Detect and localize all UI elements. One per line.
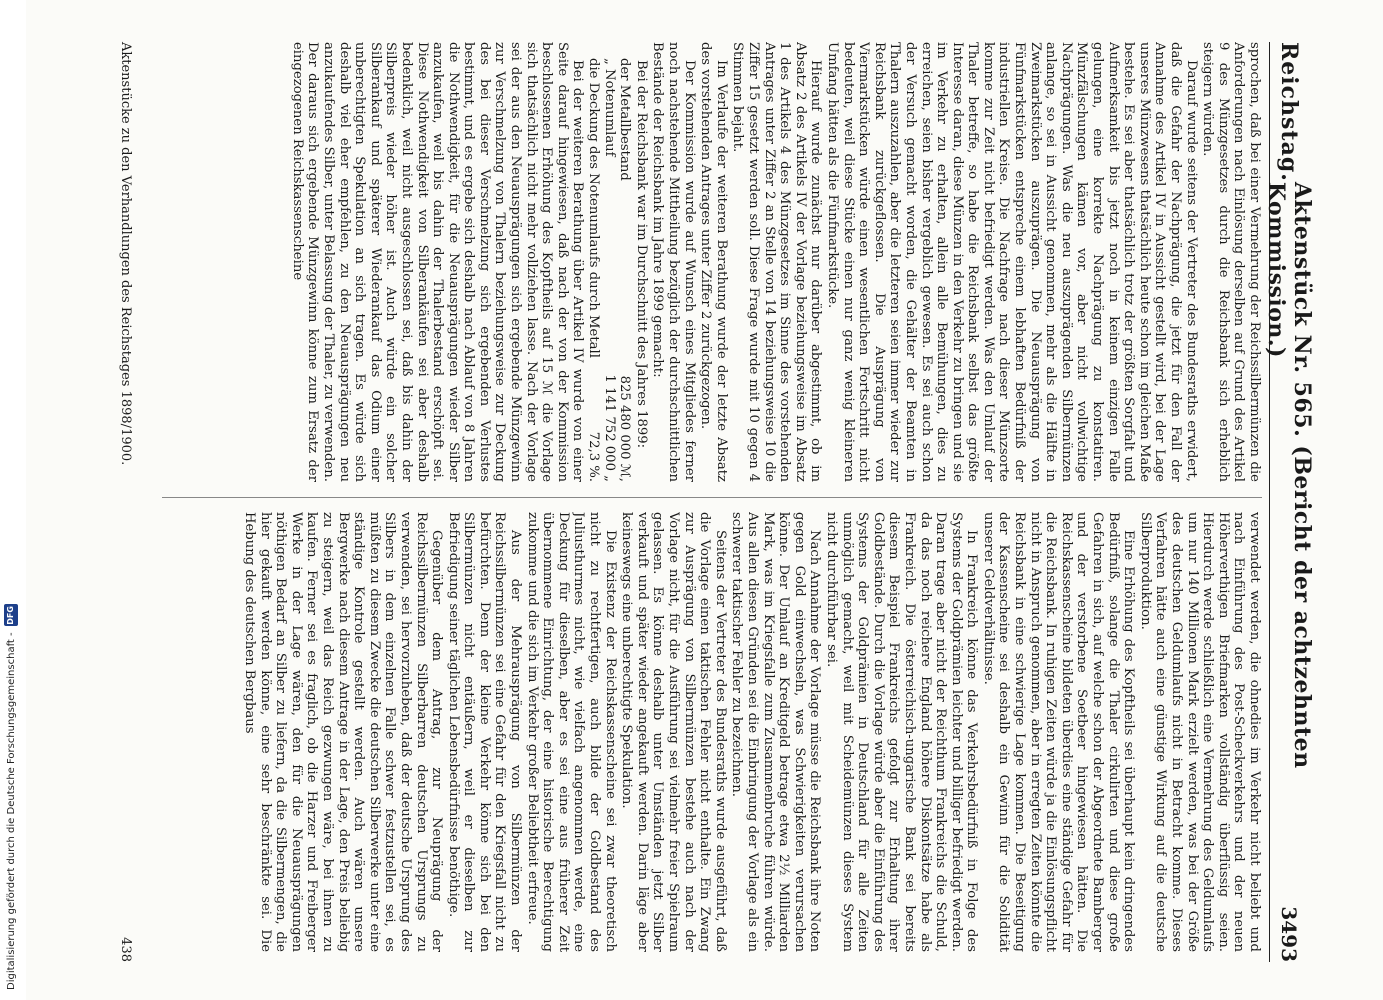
right-paragraph: Die Existenz der Reichskassenscheine sei zwar theoretisch nicht zu rechtfertigen, auch bilde der Goldbestand des Juliusthurmes nicht, wie vielfach angenommen werde, eine Deckung für dieselben, aber es sei eine aus früherer Zeit übernommene Einrichtung, der eine historische Berechtigung zukomme und die sich im Verkehr großer Beliebtheit erfreue.	[524, 512, 618, 952]
left-paragraph: Bei der Reichsbank war im Durchschnitt des Jahres 1899:	[633, 60, 649, 449]
right-column	[152, 512, 1262, 952]
left-column	[152, 42, 1262, 482]
left-paragraph: Darauf wurde seitens der Vertreter des Bundesraths erwidert, daß die Gefahr der Nachprägung, die jetzt für den Fall der Annahme des Artikel IV in Aussicht gestellt wird, bei der Lage unseres Münzwesens thatsächlich heute schon im gleichen Maße bestehe. Es sei aber thatsächlich trotz der größten Sorgfalt und Aufmerksamkeit bis jetzt noch in keinem einzigen Falle gelungen, eine korrekte Nachprägung zu konstatiren. Münzfälschungen kämen vor, aber nicht vollwichtige Nachprägungen. Was die neu auszuprägenden Silbermünzen anlange, so sei in Aussicht genommen, mehr als die Hälfte in Zweimarkstücken auszuprägen. Die Neuausprägung von Fünfmarkstücken entspreche einem lebhaften Bedürfniß der industriellen Kreise. Die Nachfrage nach dieser Münzsorte komme zur Zeit nicht befriedigt werden. Was den Umlauf der Thaler betreffe, so habe die Reichsbank selbst das größte Interesse daran, diese Münzen in den Verkehr zu bringen und sie im Verkehr zu erhalten, allein alle Bemühungen, dies zu erreichen, seien bisher vergeblich gewesen. Es sei auch schon der Versuch gemacht worden, die Gehälter der Beamten in Thalern auszuzahlen, aber die letzteren seien immer wieder zur Reichsbank zurückgeflossen. Die Ausprägung von Viermarkstücken würde einen wesentlichen Fortschritt nicht bedeuten, weil diese Stücke einen nur ganz wenig kleineren Umfang hätten als die Fünfmarkstücke.	[824, 42, 1199, 482]
right-paragraph: verwendet werden, die ohnedies im Verkehr nicht beliebt und nach Einführung des Post-Scheckverkehrs und der neuen Höherverthigen Briefmarken vollständig überflüssig seien. Hierdurch werde schließlich eine Vermehrung des Geldumlaufs um nur 140 Millionen Mark erzielt werden, was bei der Größe des deutschen Geldumlaufs nicht in Betracht komme. Dieses Verfahren hätte auch eine günstige Wirkung auf die deutsche Silberproduktion.	[1137, 512, 1262, 952]
left-paragraph: Im Verlaufe der weiteren Berathung wurde der letzte Absatz des vorstehenden Antrages unter Ziffer 2 zurückgezogen.	[698, 42, 729, 482]
footer-source: Aktenstücke zu den Verhandlungen des Reichstages 1898/1900.	[118, 42, 134, 466]
figure-row	[585, 42, 601, 482]
sidebar-credit-text: Digitalisierung gefördert durch die Deutsche Forschungsgemeinschaft -	[5, 632, 17, 990]
page-number-bottom: 438	[118, 937, 134, 962]
printed-sheet	[78, 42, 1315, 962]
page-footer	[114, 42, 138, 962]
right-paragraph: In Frankreich könne das Verkehrsbedürfniß in Folge des Systems der Goldprämien leichter und billiger befriedigt werden. Daran trage aber nicht der Reichthum Frankreichs die Schuld, da das noch reichere England höhere Diskontsätze habe als Frankreich. Die österreichisch-ungarische Bank sei bereits diesem Beispiel Frankreichs gefolgt zur Erhaltung ihrer Goldbestände. Durch die Vorlage würde aber die Einführung des Systems der Goldprämien in Deutschland für alle Zeiten unmöglich gemacht, weil mit Scheidemünzen dieses System nicht durchführbar sei.	[823, 512, 980, 952]
bank-figures	[585, 42, 632, 482]
column-divider	[162, 497, 1262, 498]
right-paragraph: Gegenüber dem Antrag, zur Neuprägung der Reichssilbermünzen Silberbarren deutschen Ursprungs zu verwenden, sei hervorzuheben, daß der deutsche Ursprung des Silbers in dem einzelnen Falle schwer festzustellen sei, es müßten zu diesem Zwecke die deutschen Silberwerke unter eine ständige Kontrole gestellt werden. Auch wären unsere Bergwerke nach diesem Antrage in der Lage, den Preis beliebig zu steigern, weil das Reich gezwungen wäre, bei ihnen zu kaufen. Ferner sei es fraglich, ob die Harzer und Freiberger Werke in der Lage wären, den für die Neuausprägungen nöthigen Bedarf an Silber zu liefern, da die Silbermengen, die hier gekauft werden könne, eine sehr beschränkte sei. Die Hebung des deutschen Bergbaus	[242, 512, 445, 952]
digitization-sidebar	[0, 0, 26, 1000]
running-head	[1263, 42, 1315, 962]
figure-label: die Deckung des Notenumlaufs durch Metall	[586, 58, 602, 358]
left-paragraph: Der Kommission wurde auf Wunsch eines Mitgliedes ferner noch nachstehende Mittheilung bezüglich der durchschnittlichen Bestände der Reichsbank im Jahre 1899 gemacht:	[650, 42, 697, 482]
figure-value: 72,3 %.	[586, 431, 602, 482]
right-paragraph: Eine Erhöhung des Kopftheils sei überhaupt kein dringendes Bedürfniß, solange die Thaler cirkulirten und diese große Gefahren in sich, auf welche schon der Abgeordnete Bamberger und der verstorbene Soetbeer hingewiesen hätten. Die Reichskassenscheine bildeten überdies eine ständige Gefahr für die Reichsbank. In ruhigen Zeiten würde ja die Einlösungspflicht nicht in Anspruch genommen, aber in erregten Zeiten könnte die Reichsbank in eine schwierige Lage kommen. Die Beseitigung der Kassenscheine sei deshalb ein Gewinn für die Solidität unserer Geldverhältnisse.	[980, 512, 1137, 952]
running-head-title: Aktenstück Nr. 565. (Bericht der achtzehnten Kommission.)	[1263, 181, 1315, 769]
figure-label: der Metallbestand	[617, 58, 633, 181]
left-paragraph: sprochen, daß bei einer Vermehrung der Reichssilbermünzen die Anforderungen nach Einlösung derselben auf Grund des Artikel 9 des Münzgesetzes durch die Reichsbank sich erheblich steigern würden.	[1200, 42, 1262, 482]
page-number-top: 3493	[1277, 906, 1301, 962]
running-head-left: Reichstag.	[1276, 42, 1302, 182]
left-paragraph: Bei der weiteren Berathung über Artikel IV wurde von einer Seite darauf hingewiesen, daß nach der von der Kommission beschlossenen Erhöhung des Kopftheils auf 15 ℳ die Vorlage sich thatsächlich nicht mehr vollziehen lasse. Nach der Vorlage sei der aus den Neuausprägungen sich ergebende Münzgewinn zur Verschmelzung von Thalern beziehungsweise zur Deckung des bei dieser Verschmelzung sich ergebenden Verlustes bestimmt, und es ergebe sich deshalb nach Ablauf von 8 Jahren die Nothwendigkeit, für die Neuausprägungen wieder Silber anzukaufen, weil bis dahin der Thalerbestand erschöpft sei. Diese Nothwendigkeit von Silberankäufen sei aber deshalb bedenklich, weil nicht ausgeschlossen sei, daß bis dahin der Silberpreis wieder höher ist. Auch würde ein solcher Silberankauf und späterer Wiederankauf das Odium einer unberechtigten Spekulation an sich tragen. Es würde sich deshalb viel eher empfehlen, zu den Neuausprägungen neu anzukaufendes Silber, unter Belassung der Thaler, zu verwenden. Der daraus sich ergebende Münzgewinn könne zum Ersatz der eingezogenen Reichskassenscheine	[289, 42, 586, 482]
figure-label: „ Notenumlauf	[601, 58, 617, 157]
figure-row	[617, 42, 633, 482]
dfg-logo-icon: DFG	[4, 604, 18, 626]
left-paragraph: Hierauf wurde zunächst nur darüber abgestimmt, ob im Absatz 2 des Artikels IV der Vorlage beziehungsweise im Absatz 1 des Artikels 4 des Münzgesetzes im Sinne des vorstehenden Antrages unter Ziffer 2 an Stelle von 14 beziehungsweise 10 die Ziffer 15 gesetzt werden soll. Diese Frage wurde mit 10 gegen 4 Stimmen bejaht.	[730, 42, 824, 482]
figure-value: 1 141 752 000 „	[601, 374, 617, 482]
sidebar-credit	[4, 604, 18, 990]
right-paragraph: Nach Annahme der Vorlage müsse die Reichsbank ihre Noten gegen Gold einwechseln, was Schwierigkeiten verursachen könne. Der Umlauf an Kreditgeld betrage etwa 2½ Milliarden Mark, was im Kriegsfalle zum Zusammenbruche führen würde. Aus allen diesen Gründen sei die Einbringung der Vorlage als ein schwerer taktischer Fehler zu bezeichnen.	[729, 512, 823, 952]
figure-row	[601, 42, 617, 482]
right-paragraph: Aus der Mehrausprägung von Silbermünzen der Reichssilbermünzen sei eine Gefahr für den Kriegsfall nicht zu befürchten. Denn der kleine Verkehr könne sich bei den Silbermünzen nicht entäußern, weil er dieselben zur Befriedigung seiner täglichen Lebensbedürfnisse benöthige.	[445, 512, 524, 952]
figure-value: 825 480 000 ℳ,	[617, 375, 633, 482]
right-paragraph: Seitens der Vertreter des Bundesraths wurde ausgeführt, daß die Vorlage einen taktischen Fehler nicht enthalte. Ein Zwang zur Ausprägung von Silbermünzen bestehe auch nach der Vorlage nicht, für die Ausführung sei vielmehr freier Spielraum gelassen. Es könne deshalb unter Umständen jetzt Silber verkauft und später wieder angekauft werden. Darin läge aber keineswegs eine unberechtigte Spekulation.	[619, 512, 728, 952]
